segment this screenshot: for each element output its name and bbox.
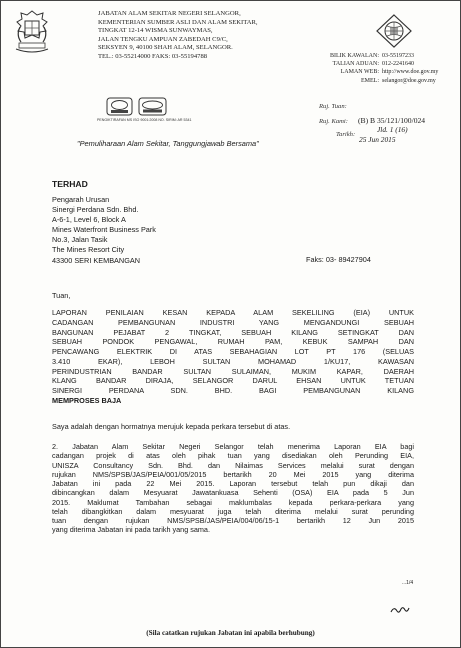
doe-globe-logo — [375, 13, 413, 49]
contact-value: 012-2241640 — [382, 61, 414, 68]
sirim-certification-logo — [106, 97, 133, 116]
org-line: TEL.: 03-55214000 FAKS: 03-55194788 — [98, 52, 208, 60]
letter-subject — [52, 308, 414, 406]
paragraph-1: Saya adalah dengan hormatnya merujuk kepada perkara tersebut di atas. — [52, 422, 291, 431]
contact-row: EMEL: selangor@doe.gov.my — [361, 77, 436, 84]
paragraph-2 — [52, 442, 414, 535]
ruj-kami-label: Ruj. Kami: — [319, 118, 348, 125]
footer-note — [1, 629, 460, 637]
subject-line: PERINDUSTRIAN BANDAR SULTAN SULAIMAN, MUKIM KAPAR, DAERAH — [52, 366, 414, 376]
contact-row: LAMAN WEB: http://www.doe.gov.my — [340, 69, 439, 76]
slogan: "Pemuliharaan Alam Sekitar, Tanggungjawab Bersama" — [77, 139, 259, 148]
paragraph-line: 2. Jabatan Alam Sekitar Negeri Selangor telah menerima Laporan EIA bagi — [52, 442, 414, 451]
salutation: Tuan, — [52, 291, 71, 300]
handwritten-initial — [389, 605, 411, 615]
certification-text: PENGIKTIRAFAN MS ISO 9001:2008 NO. SIRIM: AR 5341 — [97, 118, 192, 122]
ruj-tuan-label: Ruj. Tuan: — [319, 103, 347, 110]
org-line: JABATAN ALAM SEKITAR NEGERI SELANGOR, — [98, 10, 241, 17]
paragraph-line: yang diterima Jabatan ini pada tarikh yang sama. — [52, 525, 210, 535]
contact-row: TALIAN ADUAN: 012-2241640 — [332, 61, 414, 68]
subject-line: PENCAWANG ELEKTRIK DI ATAS SEBAHAGIAN LOT PT 176 (SELUAS — [52, 347, 414, 356]
contact-row: BILIK KAWALAN: 03-55197233 — [329, 53, 414, 59]
subject-line: SEBUAH PONDOK PENGAWAL, RUMAH PAM, KEBUK SAMPAH DAN — [52, 337, 414, 347]
paragraph-line: UNISZA Consultancy Sdn. Bhd. dan Nilaimas Services melalui surat dengan — [52, 460, 414, 470]
office-address-block — [98, 10, 298, 61]
paragraph-line: rujukan NMS/SPSB/JAS/PEIA/001/05/2015 bertarikh 20 Mei 2015 yang diterima — [52, 469, 414, 479]
subject-line: 3.410 EKAR), LEBOH SULTAN MOHAMAD 1/KU17, KAWASAN — [52, 356, 414, 366]
paragraph-line: 2015. Maklumat Tambahan sebagai maklumbalas kepada perkara-perkara yang — [52, 497, 414, 507]
subject-line: KLANG BANDAR DIRAJA, SELANGOR DARUL EHSAN UNTUK TETUAN — [52, 376, 414, 386]
tarikh-label: Tarikh: — [336, 131, 356, 138]
address-line: The Mines Resort City — [52, 245, 125, 255]
subject-line: LAPORAN PENILAIAN KESAN KEPADA ALAM SEKELILING (EIA) UNTUK — [52, 308, 414, 317]
standards-certification-logo — [138, 97, 167, 116]
contact-value: http://www.doe.gov.my — [382, 69, 439, 76]
paragraph-line: dibincangkan dalam Mesyuarat Jawatankuasa Sehenti (OSA) EIA pada 5 Jun — [52, 488, 414, 498]
paragraph-line: telah dibangkitkan dalam mesyuarat juga telah diterima melalui surat perunding — [52, 506, 414, 516]
footer-text: (Sila catatkan rujukan Jabatan ini apabila berhubung) — [146, 629, 315, 637]
org-line: JALAN TENGKU AMPUAN ZABEDAH C9/C, — [98, 35, 228, 43]
subject-line: MEMPROSES BAJA — [52, 395, 122, 405]
address-line: Pengarah Urusan — [52, 195, 110, 204]
address-line: 43300 SERI KEMBANGAN — [52, 255, 141, 265]
recipient-address — [52, 195, 156, 266]
contact-value: selangor@doe.gov.my — [382, 77, 436, 84]
ruj-kami-value: (B) B 35/121/100/024 — [358, 116, 426, 125]
address-line: No.3, Jalan Tasik — [52, 235, 108, 245]
subject-line: CADANGAN PEMBANGUNAN INDUSTRI YANG MENGANDUNGI SEBUAH — [52, 317, 414, 327]
paragraph-line: Jabatan ini pada 22 Mei 2015. Laporan tersebut telah pun dikaji dan — [52, 479, 414, 488]
page-number: ...1/4 — [402, 580, 414, 586]
subject-line: BANGUNAN PEJABAT 2 TINGKAT, SEBUAH KILANG SETINGKAT DAN — [52, 327, 414, 337]
contact-block — [319, 52, 457, 85]
recipient-fax: Faks: 03- 89427904 — [306, 255, 371, 264]
letter-date: 25 Jun 2015 — [359, 135, 396, 144]
address-line: Mines Waterfront Business Park — [52, 225, 156, 235]
org-line: SEKSYEN 9, 40100 SHAH ALAM, SELANGOR. — [98, 44, 233, 51]
subject-line: SINERGI PERDANA SDN. BHD. BAGI PEMBANGUNAN KILANG — [52, 386, 414, 395]
volume-number: Jld. 1 (16) — [377, 125, 408, 134]
address-line: Sinergi Perdana Sdn. Bhd. — [52, 205, 139, 215]
contact-value: 03-55197233 — [382, 53, 414, 59]
paragraph-line: cadangan projek di atas oleh pihak tuan yang disediakan oleh Perunding EIA, — [52, 451, 414, 461]
paragraph-line: tuan dengan rujukan NMS/SPSB/JAS/PEIA/004/06/15-1 bertarikh 12 Jun 2015 — [52, 516, 414, 525]
org-line: KEMENTERIAN SUMBER ASLI DAN ALAM SEKITAR, — [98, 18, 258, 26]
classification-label: TERHAD — [52, 179, 88, 189]
address-line: A-6-1, Level 6, Block A — [52, 215, 126, 225]
malaysia-crest-logo — [13, 9, 51, 55]
org-line: TINGKAT 12-14 WISMA SUNWAYMAS, — [98, 27, 213, 34]
